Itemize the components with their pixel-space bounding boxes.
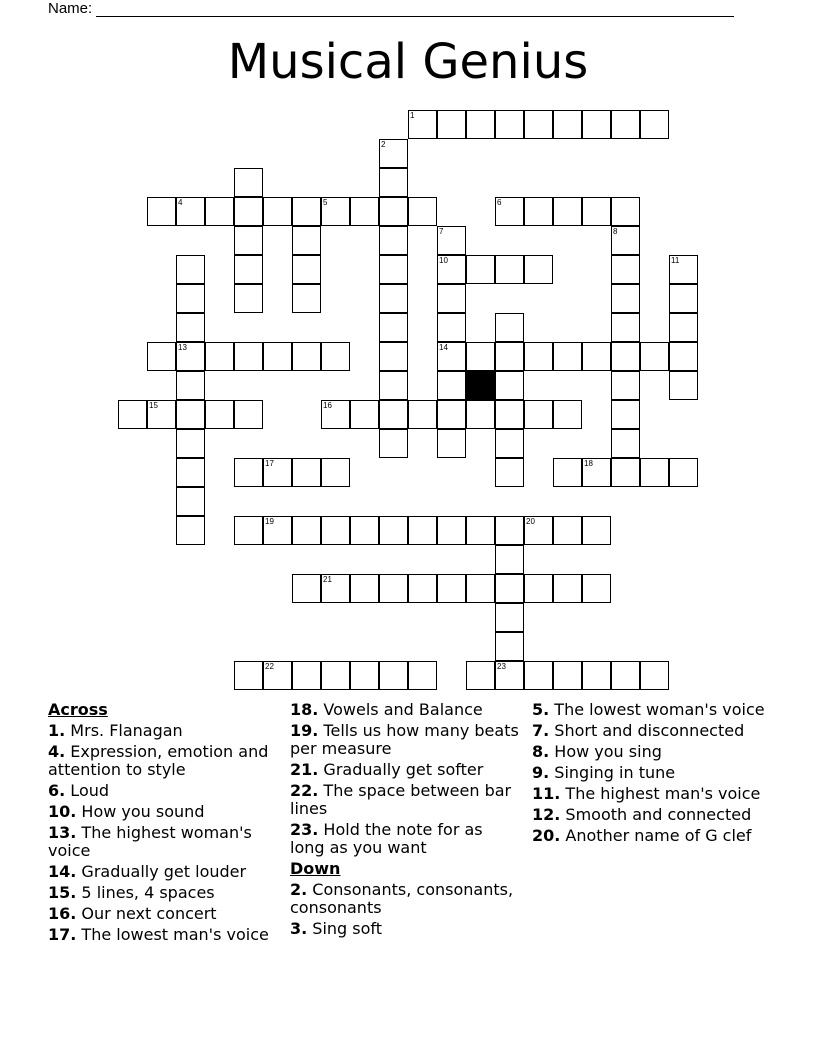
grid-cell[interactable] [350,661,379,690]
grid-cell[interactable] [495,342,524,371]
grid-cell[interactable] [611,661,640,690]
grid-cell[interactable] [321,458,350,487]
clue-item-number: 10. [48,802,77,821]
clue-item [290,821,522,857]
grid-cell[interactable] [437,516,466,545]
clue-item-number: 13. [48,823,77,842]
grid-cell[interactable] [466,255,495,284]
clue-number: 22 [265,662,274,671]
clue-number: 15 [149,401,158,410]
black-square [466,371,495,400]
grid-cell[interactable] [234,458,263,487]
grid-cell[interactable] [611,342,640,371]
grid-cell[interactable] [437,255,466,284]
clue-item-number: 14. [48,862,77,881]
clue-item-text: Singing in tune [549,763,676,782]
grid-cell[interactable] [611,313,640,342]
grid-cell[interactable] [495,516,524,545]
grid-cell[interactable] [669,371,698,400]
grid-cell[interactable] [524,516,553,545]
grid-cell[interactable] [408,197,437,226]
grid-cell[interactable] [408,574,437,603]
clue-item [48,782,278,800]
clue-number: 4 [178,198,183,207]
grid-cell[interactable] [176,284,205,313]
clue-number: 10 [439,256,448,265]
grid-cell[interactable] [263,458,292,487]
clue-item [290,881,522,917]
grid-cell[interactable] [640,342,669,371]
clue-item-text: 5 lines, 4 spaces [76,883,215,902]
clue-item [532,701,772,719]
grid-cell[interactable] [234,342,263,371]
grid-cell[interactable] [234,516,263,545]
clue-number: 6 [497,198,502,207]
grid-cell[interactable] [582,516,611,545]
grid-cell[interactable] [553,661,582,690]
grid-cell[interactable] [263,516,292,545]
grid-cell[interactable] [379,429,408,458]
grid-cell[interactable] [437,313,466,342]
grid-cell[interactable] [495,197,524,226]
grid-cell[interactable] [582,661,611,690]
grid-cell[interactable] [379,168,408,197]
grid-cell[interactable] [495,632,524,661]
grid-cell[interactable] [292,255,321,284]
grid-cell[interactable] [553,458,582,487]
grid-cell[interactable] [292,284,321,313]
grid-cell[interactable] [611,110,640,139]
clue-item-number: 7. [532,721,550,740]
grid-cell[interactable] [379,574,408,603]
grid-cell[interactable] [669,458,698,487]
clue-number: 14 [439,343,448,352]
clue-number: 2 [381,140,386,149]
grid-cell[interactable] [553,197,582,226]
clue-item-text: Smooth and connected [560,805,752,824]
grid-cell[interactable] [379,516,408,545]
clue-item [48,743,278,779]
clue-column-1 [48,701,278,947]
clue-item-text: The highest woman's voice [48,823,252,860]
grid-cell[interactable] [524,197,553,226]
clue-column-3 [532,701,772,848]
grid-cell[interactable] [524,574,553,603]
grid-cell[interactable] [495,661,524,690]
grid-cell[interactable] [292,226,321,255]
grid-cell[interactable] [176,342,205,371]
clue-item-number: 21. [290,760,319,779]
grid-cell[interactable] [379,197,408,226]
grid-cell[interactable] [263,342,292,371]
grid-cell[interactable] [234,197,263,226]
grid-cell[interactable] [495,574,524,603]
grid-cell[interactable] [321,197,350,226]
clue-item-number: 3. [290,919,308,938]
clue-number: 19 [265,517,274,526]
clue-item-text: Mrs. Flanagan [65,721,183,740]
clue-item-number: 4. [48,742,66,761]
clue-item-text: Another name of G clef [560,826,752,845]
clue-item-number: 1. [48,721,66,740]
grid-cell[interactable] [176,371,205,400]
clue-number: 5 [323,198,328,207]
grid-cell[interactable] [234,255,263,284]
grid-cell[interactable] [495,371,524,400]
grid-cell[interactable] [408,110,437,139]
grid-cell[interactable] [292,458,321,487]
grid-cell[interactable] [582,574,611,603]
grid-cell[interactable] [205,400,234,429]
grid-cell[interactable] [466,516,495,545]
grid-cell[interactable] [379,139,408,168]
clue-item-number: 11. [532,784,561,803]
grid-cell[interactable] [205,342,234,371]
grid-cell[interactable] [234,168,263,197]
grid-cell[interactable] [553,516,582,545]
grid-cell[interactable] [234,284,263,313]
clue-number: 8 [613,227,618,236]
clue-item-number: 18. [290,700,319,719]
clue-item-text: Gradually get softer [318,760,484,779]
grid-cell[interactable] [205,197,234,226]
puzzle-title: Musical Genius [227,34,589,90]
grid-cell[interactable] [379,226,408,255]
grid-cell[interactable] [640,661,669,690]
clue-item-number: 20. [532,826,561,845]
grid-cell[interactable] [495,400,524,429]
grid-cell[interactable] [350,574,379,603]
grid-cell[interactable] [321,342,350,371]
grid-cell[interactable] [553,400,582,429]
grid-cell[interactable] [176,400,205,429]
grid-cell[interactable] [582,110,611,139]
grid-cell[interactable] [176,255,205,284]
grid-cell[interactable] [611,284,640,313]
grid-cell[interactable] [669,255,698,284]
grid-cell[interactable] [553,342,582,371]
clue-number: 20 [526,517,535,526]
grid-cell[interactable] [524,342,553,371]
grid-cell[interactable] [321,516,350,545]
grid-cell[interactable] [524,110,553,139]
grid-cell[interactable] [321,661,350,690]
grid-cell[interactable] [495,313,524,342]
grid-cell[interactable] [292,516,321,545]
grid-cell[interactable] [292,574,321,603]
clue-item-text: The space between bar lines [290,781,512,818]
clue-item-number: 9. [532,763,550,782]
grid-cell[interactable] [669,313,698,342]
grid-cell[interactable] [292,661,321,690]
grid-cell[interactable] [582,197,611,226]
clue-item-text: How you sing [549,742,662,761]
grid-cell[interactable] [437,284,466,313]
grid-cell[interactable] [263,197,292,226]
grid-cell[interactable] [176,197,205,226]
grid-cell[interactable] [176,516,205,545]
clue-item-text: Expression, emotion and attention to style [48,742,269,779]
grid-cell[interactable] [495,603,524,632]
clue-item [48,905,278,923]
grid-cell[interactable] [147,197,176,226]
grid-cell[interactable] [292,197,321,226]
grid-cell[interactable] [611,371,640,400]
grid-cell[interactable] [379,371,408,400]
clue-item [48,884,278,902]
clue-item-number: 22. [290,781,319,800]
grid-cell[interactable] [234,226,263,255]
grid-cell[interactable] [437,400,466,429]
clue-item-text: How you sound [76,802,205,821]
clue-number: 7 [439,227,444,236]
grid-cell[interactable] [176,487,205,516]
grid-cell[interactable] [147,342,176,371]
grid-cell[interactable] [379,255,408,284]
grid-cell[interactable] [379,400,408,429]
grid-cell[interactable] [408,400,437,429]
grid-cell[interactable] [466,574,495,603]
grid-cell[interactable] [437,429,466,458]
grid-cell[interactable] [379,342,408,371]
grid-cell[interactable] [234,400,263,429]
grid-cell[interactable] [466,661,495,690]
grid-cell[interactable] [611,400,640,429]
grid-cell[interactable] [524,255,553,284]
clue-item [48,926,278,944]
clue-item-text: The lowest man's voice [76,925,269,944]
clue-item-text: Our next concert [76,904,217,923]
down-heading: Down [290,859,341,878]
grid-cell[interactable] [292,342,321,371]
clue-item [48,722,278,740]
clue-item-number: 23. [290,820,319,839]
grid-cell[interactable] [176,458,205,487]
clue-item-text: Tells us how many beats per measure [290,721,519,758]
clue-item [48,824,278,860]
grid-cell[interactable] [379,661,408,690]
clue-item-number: 6. [48,781,66,800]
grid-cell[interactable] [669,342,698,371]
name-label: Name: [48,0,93,17]
grid-cell[interactable] [408,516,437,545]
clue-number: 23 [497,662,506,671]
clue-item-number: 2. [290,880,308,899]
clue-item-number: 12. [532,805,561,824]
grid-cell[interactable] [234,661,263,690]
grid-cell[interactable] [147,400,176,429]
grid-cell[interactable] [350,516,379,545]
clue-number: 11 [671,256,680,265]
clue-item [532,764,772,782]
clue-item-text: Vowels and Balance [318,700,483,719]
grid-cell[interactable] [495,255,524,284]
grid-cell[interactable] [263,661,292,690]
grid-cell[interactable] [437,371,466,400]
clue-item-number: 5. [532,700,550,719]
clue-number: 16 [323,401,332,410]
clue-item-text: The highest man's voice [560,784,761,803]
clue-number: 21 [323,575,332,584]
clue-item [532,722,772,740]
grid-cell[interactable] [437,110,466,139]
grid-cell[interactable] [640,110,669,139]
grid-cell[interactable] [321,574,350,603]
grid-cell[interactable] [669,284,698,313]
clue-item-text: The lowest woman's voice [549,700,765,719]
grid-cell[interactable] [176,429,205,458]
grid-cell[interactable] [321,400,350,429]
clue-item-text: Hold the note for as long as you want [290,820,483,857]
clue-item [290,722,522,758]
clue-number: 18 [584,459,593,468]
grid-cell[interactable] [640,458,669,487]
clue-item [290,701,522,719]
grid-cell[interactable] [437,226,466,255]
clue-item-text: Loud [65,781,110,800]
grid-cell[interactable] [553,110,582,139]
grid-cell[interactable] [553,574,582,603]
grid-cell[interactable] [495,458,524,487]
grid-cell[interactable] [611,255,640,284]
clue-item [48,803,278,821]
clue-item-text: Sing soft [307,919,383,938]
grid-cell[interactable] [495,545,524,574]
grid-cell[interactable] [524,661,553,690]
grid-cell[interactable] [611,429,640,458]
grid-cell[interactable] [611,226,640,255]
clue-item-number: 19. [290,721,319,740]
clue-item [290,920,522,938]
grid-cell[interactable] [495,110,524,139]
grid-cell[interactable] [466,110,495,139]
grid-cell[interactable] [379,313,408,342]
grid-cell[interactable] [350,197,379,226]
clue-item [290,761,522,779]
grid-cell[interactable] [437,574,466,603]
grid-cell[interactable] [611,458,640,487]
clue-item [290,782,522,818]
across-heading: Across [48,700,108,719]
clue-item-number: 15. [48,883,77,902]
grid-cell[interactable] [437,342,466,371]
grid-cell[interactable] [582,458,611,487]
grid-cell[interactable] [379,284,408,313]
clue-item-text: Short and disconnected [549,721,745,740]
clue-number: 13 [178,343,187,352]
grid-cell[interactable] [524,400,553,429]
grid-cell[interactable] [350,400,379,429]
clue-item [532,785,772,803]
grid-cell[interactable] [466,400,495,429]
grid-cell[interactable] [118,400,147,429]
clue-item-number: 17. [48,925,77,944]
clue-item [48,863,278,881]
grid-cell[interactable] [408,661,437,690]
grid-cell[interactable] [466,342,495,371]
clue-item [532,827,772,845]
clue-item-text: Gradually get louder [76,862,247,881]
grid-cell[interactable] [582,342,611,371]
grid-cell[interactable] [495,429,524,458]
grid-cell[interactable] [176,313,205,342]
clue-item-number: 16. [48,904,77,923]
clue-item-text: Consonants, consonants, consonants [290,880,514,917]
clue-item [532,743,772,761]
clue-column-2 [290,701,522,941]
clue-number: 17 [265,459,274,468]
clue-item-number: 8. [532,742,550,761]
clue-item [532,806,772,824]
clue-number: 1 [410,111,415,120]
grid-cell[interactable] [611,197,640,226]
